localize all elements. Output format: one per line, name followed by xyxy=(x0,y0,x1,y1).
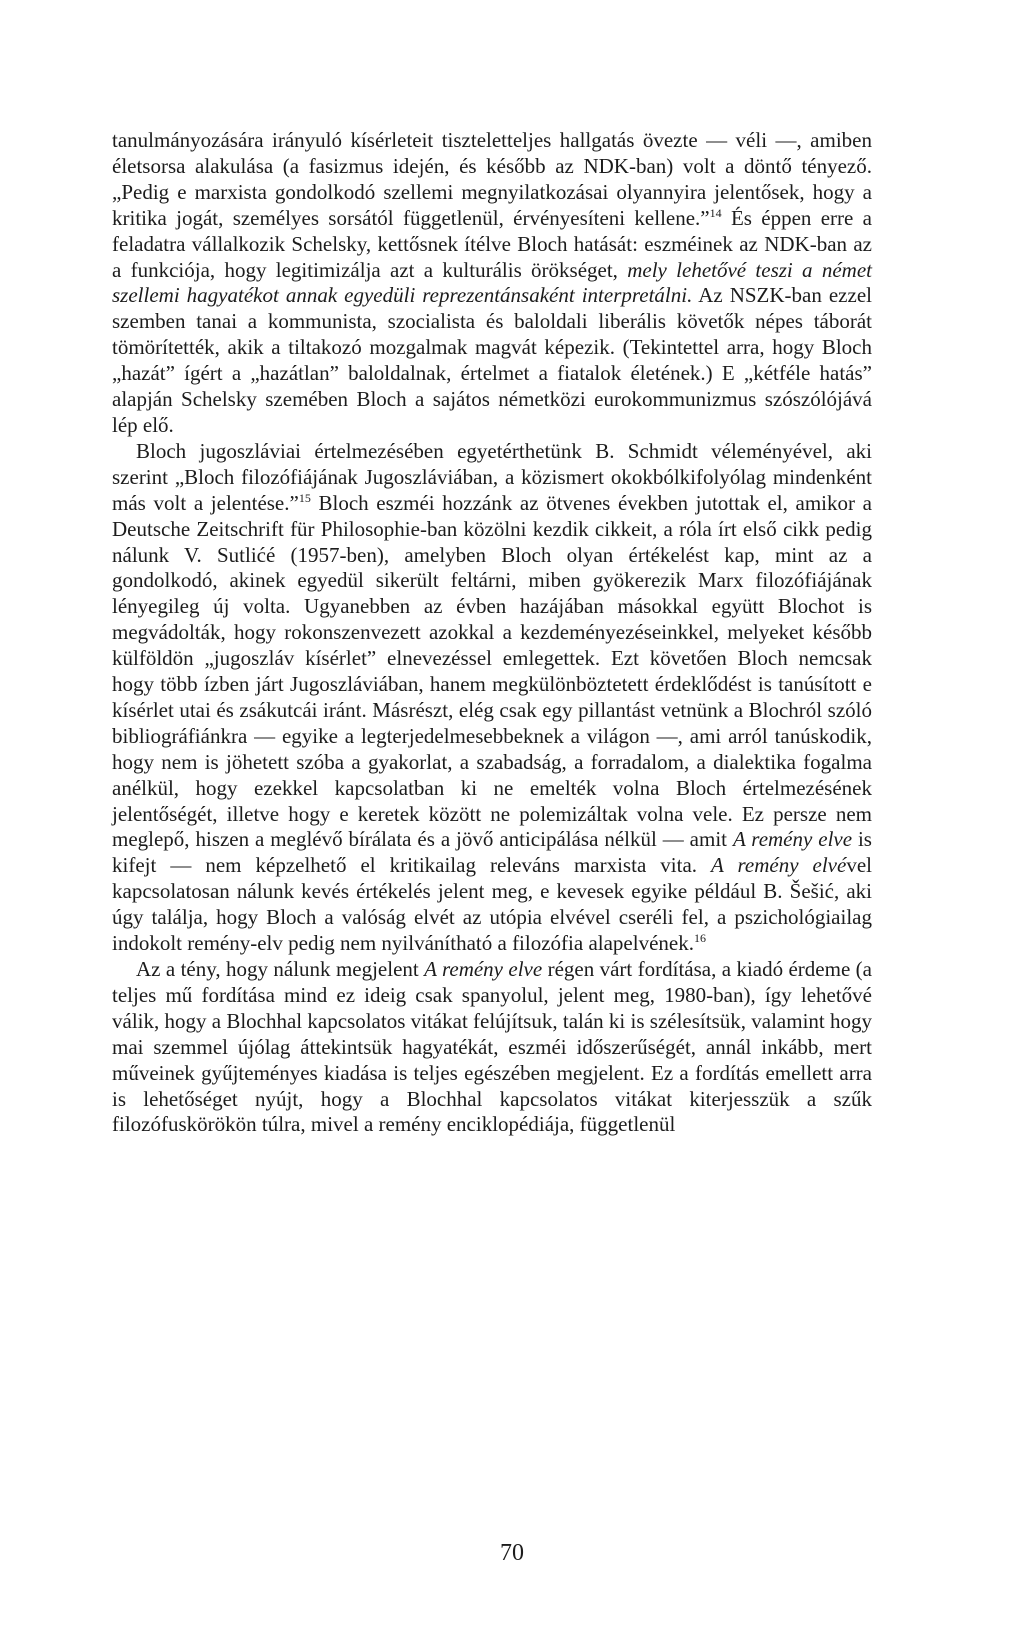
italic-text: mely lehetővé teszi a német szellemi hagyatékot annak egyedüli reprezentánsaként interpretálni. xyxy=(112,257,872,308)
text-run: Bloch jugoszláviai értelmezésében egyetérthetünk B. Schmidt véleményével, aki szerint „Bloch filozófiájának Jugoszláviában, a közismert okokbólkifolyólag mindenként más volt a jelentése.” xyxy=(112,438,872,515)
text-run: vel kapcsolatosan nálunk kevés értékelés jelent meg, e kevesek egyike például B. Šešić, aki úgy találja, hogy Bloch a valóság elvét az utópia elvével cseréli fel, a pszichológiailag indokolt remény-elv pedig nem nyilvánítható a filozófia alapelvének. xyxy=(112,853,872,956)
text-run: is kifejt — nem képzelhető el kritikailag releváns marxista vita. xyxy=(112,827,872,878)
footnote-reference: 15 xyxy=(298,490,311,505)
paragraph xyxy=(112,957,872,1138)
paragraph xyxy=(112,128,872,439)
footnote-reference: 14 xyxy=(709,205,722,220)
footnote-reference: 16 xyxy=(693,931,706,946)
italic-text: A remény elve xyxy=(424,957,543,981)
text-run: Az NSZK-ban ezzel szemben tanai a kommunista, szocialista és baloldali liberális követők népes táborát tömörítették, akik a tiltakozó mozgalmak magvát képezik. (Tekintettel arra, hogy Bloch „hazát” ígért a „hazátlan” baloldalnak, értelmet a fiatalok életének.) E „kétféle hatás” alapján Schelsky szemében Bloch a sajátos németközi eurokommunizmus szószólójává lép elő. xyxy=(112,283,872,437)
text-run: És éppen erre a feladatra vállalkozik Schelsky, kettősnek ítélve Bloch hatását: eszméinek az NDK-ban az a funkciója, hogy legitimizálja azt a kulturális örökséget, xyxy=(112,205,872,282)
text-run: tanulmányozására irányuló kísérleteit tiszteletteljes hallgatás övezte — véli —, amiben életsorsa alakulása (a fasizmus idején, és később az NDK-ban) volt a döntő tényező. „Pedig e marxista gondolkodó szellemi megnyilatkozásai olyannyira jelentősek, hogy a kritika jogát, személyes sorsától függetlenül, érvényesíteni kellene.” xyxy=(112,128,872,230)
text-run: régen várt fordítása, a kiadó érdeme (a teljes mű fordítása mind ez ideig csak spanyolul, jelent meg, 1980-ban), így lehetővé válik, hogy a Blochhal kapcsolatos vitákat felújítsuk, talán ki is szélesítsük, valamint hogy mai szemmel újólag áttekintsük hagyatékát, eszméi időszerűségét, annál inkább, mert műveinek gyűjteményes kiadása is teljes egészében megjelent. Ez a fordítás emellett arra is lehetőséget nyújt, hogy a Blochhal kapcsolatos vitákat kiterjesszük a szűk filozófuskörökön túlra, mivel a remény enciklopédiája, függetlenül xyxy=(112,957,872,1137)
italic-text: A remény elvé xyxy=(711,853,847,878)
text-run: Az a tény, hogy nálunk megjelent xyxy=(136,957,425,981)
page-number: 70 xyxy=(500,1540,524,1566)
page-body xyxy=(112,128,872,1138)
text-run: Bloch eszméi hozzánk az ötvenes években jutottak el, amikor a Deutsche Zeitschrift für Philosophie-ban közölni kezdik cikkeit, a róla írt első cikk pedig nálunk V. Sutlićé (1957-ben), amelyben Bloch olyan értékelést kap, mint az a gondolkodó, akinek egyedül sikerült feltárni, miben gyökerezik Marx filozófiájának lényegileg új volta. Ugyanebben az évben hazájában másokkal együtt Blochot is megvádolták, hogy rokonszenvezett azokkal a kezdeményezéseinkkel, melyeket később külföldön „jugoszláv kísérlet” elnevezéssel emlegettek. Ezt követően Bloch nemcsak hogy több ízben járt Jugoszláviában, hanem megkülönböztetett érdeklődést is tanúsított e kísérlet utai és zsákutcái iránt. Másrészt, elég csak egy pillantást vetnünk a Blochról szóló bibliográfiánkra — egyike a legterjedelmesebbeknek a világon —, ami arról tanúskodik, hogy nem is jöhetett szóba a gyakorlat, a szabadság, a forradalom, a dialektika fogalma anélkül, hogy ezekkel kapcsolatban ki ne emelték volna Bloch értelmezésének jelentőségét, illetve hogy e keretek között ne polemizáltak volna vele. Ez persze nem meglepő, hiszen a meglévő bírálata és a jövő anticipálása nélkül — amit xyxy=(112,490,872,852)
italic-text: A remény elve xyxy=(732,827,853,852)
paragraph xyxy=(112,439,872,957)
